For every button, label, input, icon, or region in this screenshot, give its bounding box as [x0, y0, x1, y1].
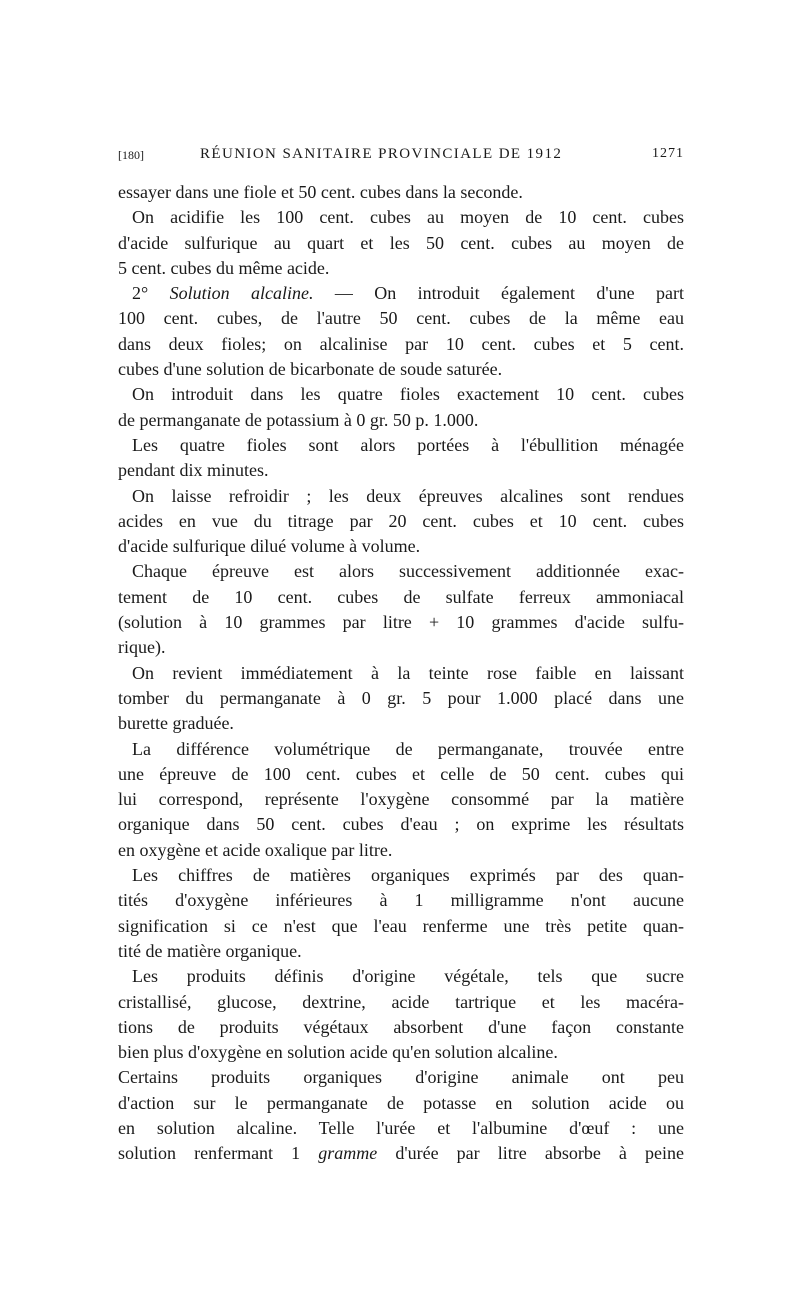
text-line: La différence volumétrique de permanganate, trouvée entre: [132, 738, 684, 759]
text-line: d'acide sulfurique dilué volume à volume.: [118, 536, 421, 557]
text-line: dans deux fioles; on alcalinise par 10 cent. cubes et 5 cent.: [118, 333, 684, 354]
text-line: d'action sur le permanganate de potasse en solution acide ou: [118, 1092, 684, 1113]
paragraph: [118, 661, 684, 737]
text-line: cristallisé, glucose, dextrine, acide tartrique et les macéra-: [118, 991, 684, 1012]
text-line: rique).: [118, 637, 166, 658]
running-header: [118, 146, 684, 168]
text-line: en solution alcaline. Telle l'urée et l'albumine d'œuf : une: [118, 1117, 684, 1138]
text-line: en oxygène et acide oxalique par litre.: [118, 839, 393, 860]
text-line: essayer dans une fiole et 50 cent. cubes dans la seconde.: [118, 182, 523, 202]
paragraph: [118, 964, 684, 1065]
text-line: tomber du permanganate à 0 gr. 5 pour 1.000 placé dans une: [118, 687, 684, 708]
text-line: Les produits définis d'origine végétale, tels que sucre: [132, 966, 684, 987]
text-line: 100 cent. cubes, de l'autre 50 cent. cubes de la même eau: [118, 308, 684, 329]
text-line: tement de 10 cent. cubes de sulfate ferreux ammoniacal: [118, 586, 684, 607]
paragraph: [118, 484, 684, 560]
paragraph: [118, 281, 684, 382]
text-line: signification si ce n'est que l'eau renferme une très petite quan-: [118, 915, 684, 936]
text-line: pendant dix minutes.: [118, 460, 269, 481]
paragraph: [118, 433, 684, 484]
text-line: (solution à 10 grammes par litre + 10 grammes d'acide sulfu-: [118, 612, 684, 633]
body-text: [118, 180, 684, 1167]
paragraph: [118, 1065, 684, 1166]
text-line: 2° Solution alcaline. — On introduit également d'une part: [132, 283, 684, 304]
text-line: acides en vue du titrage par 20 cent. cubes et 10 cent. cubes: [118, 510, 684, 531]
header-title: RÉUNION SANITAIRE PROVINCIALE DE 1912: [200, 146, 563, 162]
text-line: Les chiffres de matières organiques exprimés par des quan-: [132, 865, 684, 886]
text-line: tions de produits végétaux absorbent d'une façon constante: [118, 1016, 684, 1037]
text-line: On laisse refroidir ; les deux épreuves alcalines sont rendues: [132, 485, 684, 506]
text-line: d'acide sulfurique au quart et les 50 cent. cubes au moyen de: [118, 232, 684, 253]
text-line: cubes d'une solution de bicarbonate de soude saturée.: [118, 359, 503, 380]
text-line: tités d'oxygène inférieures à 1 milligramme n'ont aucune: [118, 890, 684, 911]
text-line: burette graduée.: [118, 713, 234, 734]
text-line: solution renfermant 1 gramme d'urée par litre absorbe à peine: [118, 1143, 684, 1164]
text-line: de permanganate de potassium à 0 gr. 50 p. 1.000.: [118, 409, 479, 430]
text-line: tité de matière organique.: [118, 940, 302, 961]
text-line: On revient immédiatement à la teinte rose faible en laissant: [132, 662, 684, 683]
text-line: lui correspond, représente l'oxygène consommé par la matière: [118, 789, 684, 810]
text-line: bien plus d'oxygène en solution acide qu'en solution alcaline.: [118, 1042, 558, 1063]
paragraph: [118, 737, 684, 863]
header-left-mark: [180]: [118, 148, 144, 162]
text-line: Les quatre fioles sont alors portées à l'ébullition ménagée: [132, 434, 684, 455]
text-line: une épreuve de 100 cent. cubes et celle de 50 cent. cubes qui: [118, 763, 684, 784]
text-line: organique dans 50 cent. cubes d'eau ; on exprime les résultats: [118, 814, 684, 835]
text-line: 5 cent. cubes du même acide.: [118, 257, 330, 278]
paragraph: [118, 180, 684, 205]
paragraph: [118, 559, 684, 660]
text-line: Certains produits organiques d'origine animale ont peu: [118, 1067, 684, 1088]
paragraph: [118, 863, 684, 964]
text-line: Chaque épreuve est alors successivement additionnée exac-: [132, 561, 684, 582]
paragraph: [118, 205, 684, 281]
page-number: 1271: [652, 146, 684, 161]
text-line: On introduit dans les quatre fioles exactement 10 cent. cubes: [132, 384, 684, 405]
paragraph: [118, 382, 684, 433]
text-line: On acidifie les 100 cent. cubes au moyen de 10 cent. cubes: [132, 207, 684, 228]
